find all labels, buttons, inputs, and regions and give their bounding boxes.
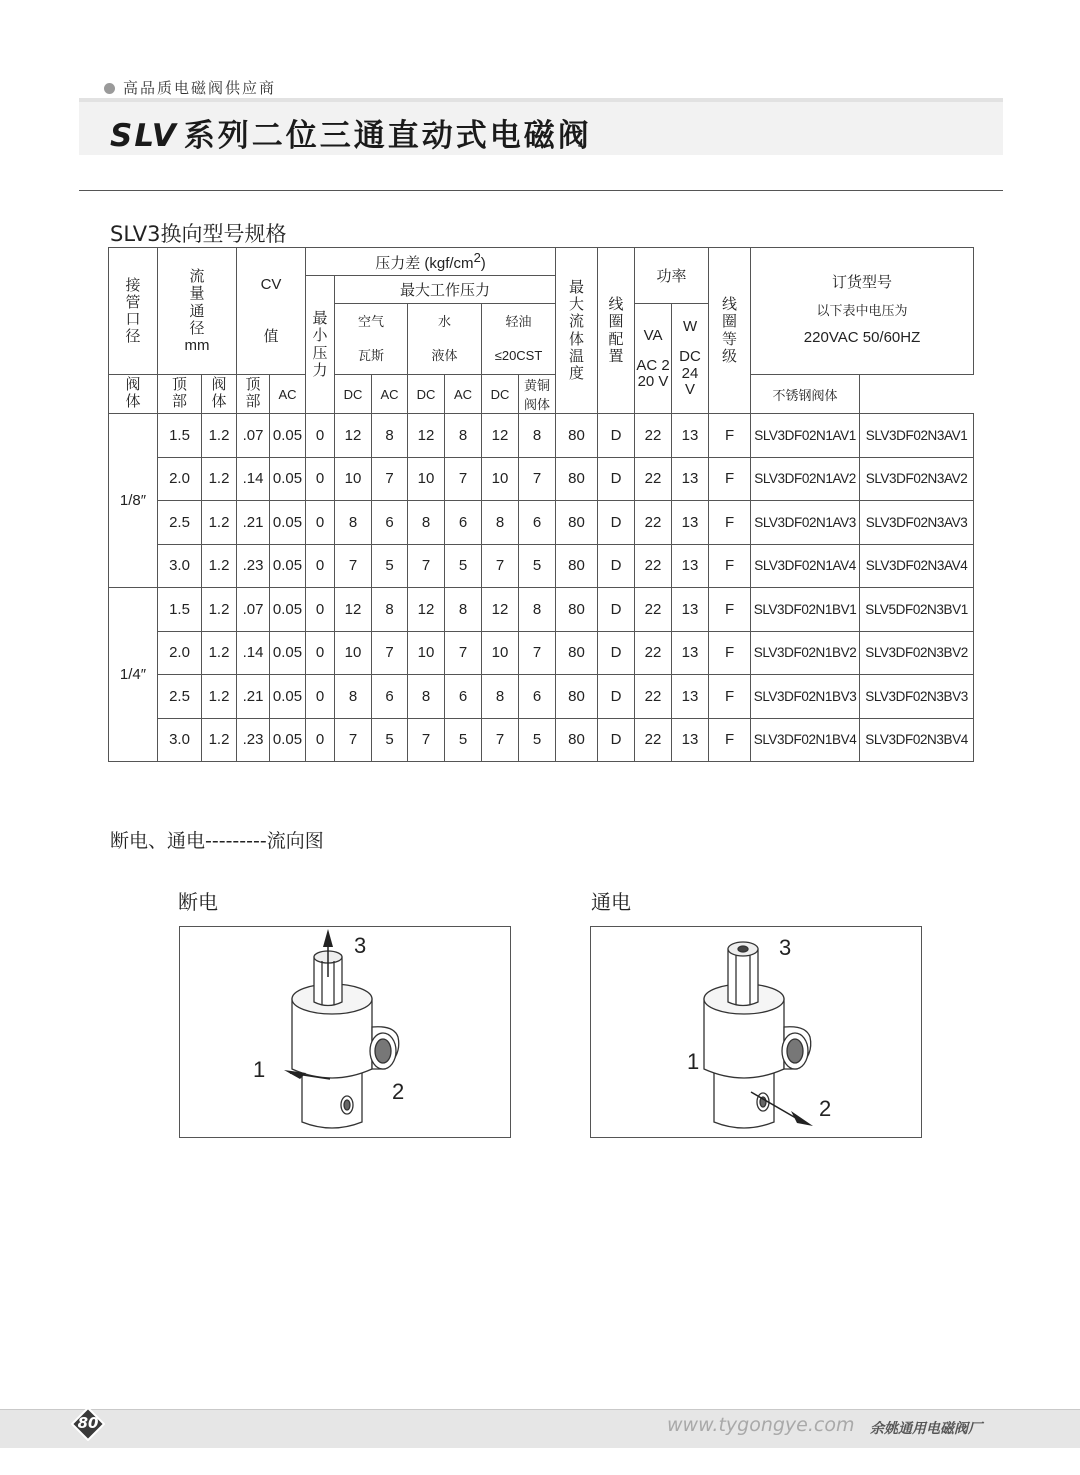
oil-ac-cell: 7 [482, 544, 519, 588]
max-temp-cell: 80 [556, 501, 598, 545]
coil-config-header: 线圈配置 [598, 248, 635, 414]
power-w-cell: 13 [672, 588, 709, 632]
steel-model-cell: SLV3DF02N3BV4 [860, 718, 974, 762]
title-prefix: SLV [110, 118, 178, 154]
power-va-cell: 22 [635, 414, 672, 458]
min-pressure-header: 最小压力 [306, 276, 335, 414]
power-w-cell: 13 [672, 457, 709, 501]
air-dc-cell: 7 [372, 457, 408, 501]
bore-body-cell: 1.5 [158, 588, 202, 632]
bore-body-cell: 3.0 [158, 544, 202, 588]
steel-model-cell: SLV3DF02N3AV1 [860, 414, 974, 458]
w-header: W DC 24 V [672, 304, 709, 414]
coil-grade-cell: F [709, 414, 751, 458]
air-ac-cell: 10 [335, 457, 372, 501]
min-pressure-cell: 0 [306, 457, 335, 501]
cv-body-cell: .23 [237, 718, 270, 762]
bore-body-cell: 2.0 [158, 457, 202, 501]
cv-body-cell: .14 [237, 631, 270, 675]
min-pressure-cell: 0 [306, 631, 335, 675]
water-ac-cell: 7 [408, 544, 445, 588]
tagline-text: 高品质电磁阀供应商 [123, 79, 277, 97]
order-model-header: 订货型号 以下表中电压为 220VAC 50/60HZ [751, 248, 974, 375]
oil-ac-header: AC [445, 375, 482, 414]
max-temp-cell: 80 [556, 457, 598, 501]
power-w-cell: 13 [672, 675, 709, 719]
oil-ac-cell: 12 [482, 588, 519, 632]
air-ac-cell: 10 [335, 631, 372, 675]
oil-dc-cell: 8 [519, 588, 556, 632]
water-ac-cell: 7 [408, 718, 445, 762]
oil-dc-cell: 8 [519, 414, 556, 458]
cv-top-cell: 0.05 [270, 718, 306, 762]
steel-body-header: 不锈钢阀体 [751, 375, 860, 414]
oil-ac-cell: 8 [482, 675, 519, 719]
cv-body-cell: .21 [237, 675, 270, 719]
power-w-cell: 13 [672, 544, 709, 588]
min-pressure-cell: 0 [306, 544, 335, 588]
valve-off-drawing [180, 927, 510, 1137]
table-row [109, 718, 974, 762]
power-va-cell: 22 [635, 631, 672, 675]
power-va-cell: 22 [635, 501, 672, 545]
power-off-label: 断电 [178, 890, 218, 914]
water-ac-cell: 8 [408, 501, 445, 545]
bore-body-cell: 2.5 [158, 501, 202, 545]
power-off-diagram [179, 926, 511, 1138]
air-dc-cell: 8 [372, 414, 408, 458]
cv-body-cell: .23 [237, 544, 270, 588]
steel-model-cell: SLV3DF02N3BV2 [860, 631, 974, 675]
steel-model-cell: SLV3DF02N3BV3 [860, 675, 974, 719]
oil-ac-cell: 10 [482, 631, 519, 675]
oil-dc-cell: 5 [519, 544, 556, 588]
oil-dc-cell: 7 [519, 631, 556, 675]
water-dc-cell: 8 [445, 588, 482, 632]
max-temp-cell: 80 [556, 675, 598, 719]
air-ac-cell: 12 [335, 588, 372, 632]
coil-grade-cell: F [709, 501, 751, 545]
power-w-cell: 13 [672, 414, 709, 458]
table-row [109, 544, 974, 588]
tagline [104, 77, 276, 98]
water-ac-cell: 10 [408, 457, 445, 501]
air-ac-cell: 8 [335, 675, 372, 719]
footer-url: www.tygongye.com [667, 1414, 855, 1436]
bore-top-cell: 1.2 [202, 631, 237, 675]
bore-body-cell: 2.5 [158, 675, 202, 719]
min-pressure-cell: 0 [306, 501, 335, 545]
bore-top-cell: 1.2 [202, 544, 237, 588]
power-w-cell: 13 [672, 501, 709, 545]
bore-top-cell: 1.2 [202, 414, 237, 458]
bore-top-header: 顶部 [158, 375, 202, 414]
spec-section-heading: SLV3换向型号规格 [110, 222, 287, 246]
water-header: 水 液体 [408, 304, 482, 375]
brass-model-cell: SLV3DF02N1BV4 [751, 718, 860, 762]
max-temp-header: 最大流体温度 [556, 248, 598, 414]
coil-grade-cell: F [709, 675, 751, 719]
water-dc-cell: 8 [445, 414, 482, 458]
air-ac-cell: 8 [335, 501, 372, 545]
port-size-header: 接管口径 [109, 248, 158, 375]
water-ac-cell: 12 [408, 414, 445, 458]
power-va-cell: 22 [635, 457, 672, 501]
water-dc-cell: 5 [445, 544, 482, 588]
power-va-cell: 22 [635, 675, 672, 719]
cv-top-cell: 0.05 [270, 414, 306, 458]
cv-top-cell: 0.05 [270, 501, 306, 545]
table-row [109, 631, 974, 675]
max-temp-cell: 80 [556, 544, 598, 588]
water-ac-cell: 12 [408, 588, 445, 632]
air-dc-cell: 8 [372, 588, 408, 632]
cv-top-cell: 0.05 [270, 631, 306, 675]
steel-model-cell: SLV3DF02N3AV4 [860, 544, 974, 588]
water-ac-header: AC [372, 375, 408, 414]
brass-model-cell: SLV3DF02N1BV2 [751, 631, 860, 675]
oil-dc-header: DC [482, 375, 519, 414]
oil-ac-cell: 12 [482, 414, 519, 458]
air-dc-cell: 7 [372, 631, 408, 675]
coil-grade-cell: F [709, 718, 751, 762]
oil-ac-cell: 10 [482, 457, 519, 501]
max-temp-cell: 80 [556, 414, 598, 458]
table-row [109, 675, 974, 719]
min-pressure-cell: 0 [306, 718, 335, 762]
header-divider [79, 190, 1003, 191]
cv-body-header: 阀体 [202, 375, 237, 414]
steel-model-cell: SLV3DF02N3AV3 [860, 501, 974, 545]
air-ac-cell: 12 [335, 414, 372, 458]
coil-grade-cell: F [709, 588, 751, 632]
coil-config-cell: D [598, 631, 635, 675]
table-row [109, 414, 974, 458]
min-pressure-cell: 0 [306, 675, 335, 719]
spec-table [108, 247, 974, 762]
bore-top-cell: 1.2 [202, 457, 237, 501]
cv-top-header: 顶部 [237, 375, 270, 414]
bore-body-cell: 2.0 [158, 631, 202, 675]
min-pressure-cell: 0 [306, 414, 335, 458]
oil-dc-cell: 6 [519, 675, 556, 719]
brass-model-cell: SLV3DF02N1AV2 [751, 457, 860, 501]
max-temp-cell: 80 [556, 588, 598, 632]
brass-model-cell: SLV3DF02N1AV3 [751, 501, 860, 545]
power-va-cell: 22 [635, 544, 672, 588]
brass-model-cell: SLV3DF02N1AV4 [751, 544, 860, 588]
power-on-diagram [590, 926, 922, 1138]
title-text: 系列二位三通直动式电磁阀 [183, 118, 592, 154]
port-3-label: 3 [354, 933, 367, 958]
air-dc-cell: 6 [372, 675, 408, 719]
port-1-label: 1 [687, 1049, 700, 1074]
brass-model-cell: SLV3DF02N1AV1 [751, 414, 860, 458]
oil-dc-cell: 6 [519, 501, 556, 545]
spec-table-body [109, 414, 974, 762]
coil-config-cell: D [598, 675, 635, 719]
cv-body-cell: .07 [237, 588, 270, 632]
cv-header: CV 值 [237, 248, 306, 375]
min-pressure-cell: 0 [306, 588, 335, 632]
air-gas-header: 空气 瓦斯 [335, 304, 408, 375]
power-on-label: 通电 [591, 890, 631, 914]
coil-grade-header: 线圈等级 [709, 248, 751, 414]
oil-ac-cell: 8 [482, 501, 519, 545]
cv-top-cell: 0.05 [270, 457, 306, 501]
valve-stem [728, 949, 758, 1006]
table-row [109, 457, 974, 501]
coil-config-cell: D [598, 718, 635, 762]
coil-config-cell: D [598, 501, 635, 545]
brass-model-cell: SLV3DF02N1BV3 [751, 675, 860, 719]
port-size-cell: 1/4″ [109, 588, 158, 762]
oil-dc-cell: 7 [519, 457, 556, 501]
air-dc-cell: 5 [372, 544, 408, 588]
air-dc-cell: 5 [372, 718, 408, 762]
air-ac-cell: 7 [335, 718, 372, 762]
cv-body-cell: .07 [237, 414, 270, 458]
air-dc-header: DC [335, 375, 372, 414]
max-temp-cell: 80 [556, 631, 598, 675]
port-2-arrow-icon [791, 1111, 813, 1126]
table-row [109, 588, 974, 632]
water-dc-cell: 5 [445, 718, 482, 762]
steel-model-cell: SLV5DF02N3BV1 [860, 588, 974, 632]
cv-top-cell: 0.05 [270, 588, 306, 632]
coil-config-cell: D [598, 414, 635, 458]
port-1-label: 1 [253, 1057, 266, 1082]
water-ac-cell: 8 [408, 675, 445, 719]
water-dc-cell: 6 [445, 675, 482, 719]
water-dc-header: DC [408, 375, 445, 414]
air-dc-cell: 6 [372, 501, 408, 545]
brass-body-header: 黄铜阀体 [519, 375, 556, 414]
coil-grade-cell: F [709, 544, 751, 588]
pressure-diff-header: 压力差 $(kgf/cm^2)$ [306, 248, 556, 276]
oil-ac-cell: 7 [482, 718, 519, 762]
table-row [109, 501, 974, 545]
bore-body-cell: 3.0 [158, 718, 202, 762]
bore-top-cell: 1.2 [202, 718, 237, 762]
port-size-cell: 1/8″ [109, 414, 158, 588]
port-2-label: 2 [392, 1079, 405, 1104]
bullet-dot-icon [104, 83, 115, 94]
port-3-arrow-icon [323, 929, 333, 947]
valve-on-drawing [591, 927, 921, 1137]
cv-body-cell: .21 [237, 501, 270, 545]
valve-lower-body [302, 1073, 362, 1128]
air-ac-cell: 7 [335, 544, 372, 588]
coil-config-cell: D [598, 588, 635, 632]
oil-dc-cell: 5 [519, 718, 556, 762]
bore-body-cell: 1.5 [158, 414, 202, 458]
flow-bore-header: 流量通径 mm [158, 248, 237, 375]
coil-config-cell: D [598, 457, 635, 501]
va-header: VA AC 220 V [635, 304, 672, 414]
air-ac-header: AC [270, 375, 306, 414]
page-number: 80 [77, 1414, 99, 1432]
cv-top-cell: 0.05 [270, 675, 306, 719]
page-title [110, 110, 592, 155]
power-va-cell: 22 [635, 718, 672, 762]
port-2-label: 2 [819, 1096, 832, 1121]
water-dc-cell: 6 [445, 501, 482, 545]
power-va-cell: 22 [635, 588, 672, 632]
cv-body-cell: .14 [237, 457, 270, 501]
power-w-cell: 13 [672, 631, 709, 675]
bore-top-cell: 1.2 [202, 588, 237, 632]
water-ac-cell: 10 [408, 631, 445, 675]
power-header: 功率 [635, 248, 709, 304]
max-work-pressure-header: 最大工作压力 [335, 276, 556, 304]
oil-header: 轻油 ≤20CST [482, 304, 556, 375]
spec-table-header [109, 248, 974, 414]
power-w-cell: 13 [672, 718, 709, 762]
max-temp-cell: 80 [556, 718, 598, 762]
port-3-label: 3 [779, 935, 792, 960]
steel-model-cell: SLV3DF02N3AV2 [860, 457, 974, 501]
bore-body-header: 阀体 [109, 375, 158, 414]
coil-grade-cell: F [709, 457, 751, 501]
coil-config-cell: D [598, 544, 635, 588]
brass-model-cell: SLV3DF02N1BV1 [751, 588, 860, 632]
bore-top-cell: 1.2 [202, 675, 237, 719]
footer-company: 余姚通用电磁阀厂 [870, 1421, 982, 1437]
water-dc-cell: 7 [445, 457, 482, 501]
flow-section-heading: 断电、通电---------流向图 [110, 830, 324, 852]
water-dc-cell: 7 [445, 631, 482, 675]
bore-top-cell: 1.2 [202, 501, 237, 545]
coil-grade-cell: F [709, 631, 751, 675]
cv-top-cell: 0.05 [270, 544, 306, 588]
